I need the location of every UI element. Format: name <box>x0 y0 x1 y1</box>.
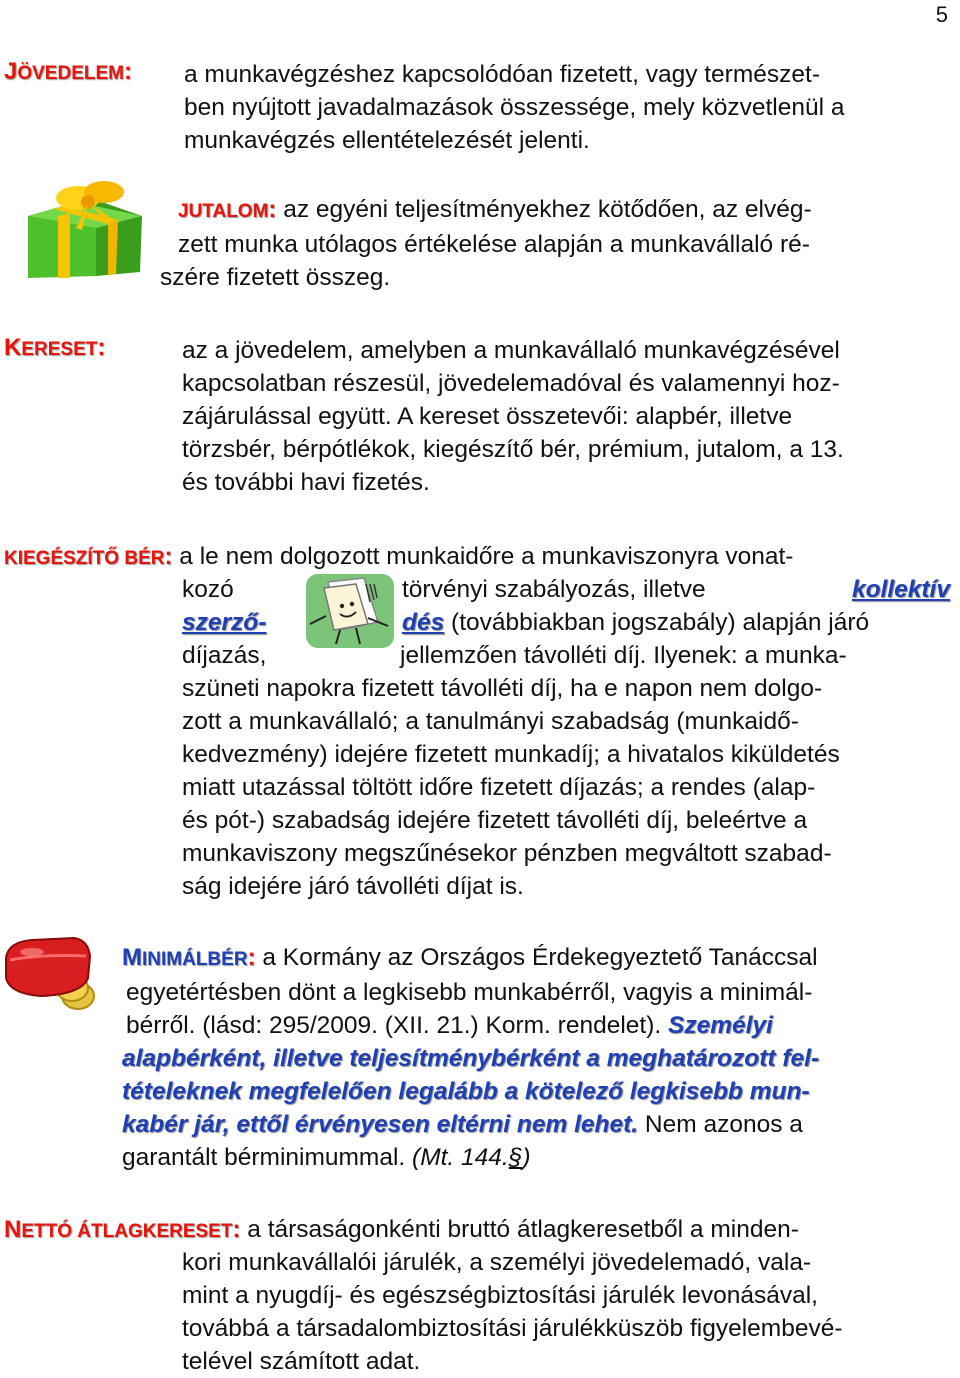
jutalom-def-line1: az egyéni teljesítményekhez kötődően, az elvég- <box>283 196 812 223</box>
page-number: 5 <box>935 2 948 27</box>
netto-line1: NETTÓ ÁTLAGKERESET: a társaságonkénti bruttó átlagkeresetből a minden- <box>4 1216 799 1243</box>
kollektiv-link[interactable]: kollektív <box>851 576 950 603</box>
kiegeszito-term: KIEGÉSZÍTŐ BÉR: <box>4 543 173 570</box>
kereset-term: KERESET: <box>4 334 106 361</box>
gift-box-icon <box>18 176 150 293</box>
jutalom-section <box>160 193 950 294</box>
mt-paragraph-link[interactable]: § <box>508 1144 523 1171</box>
wallet-coins-icon <box>2 934 106 1025</box>
netto-term: NETTÓ ÁTLAGKERESET: <box>4 1216 241 1243</box>
minimalber-section: MINIMÁLBÉR: a Kormány az Országos Érdekegyeztető Tanáccsal egyetértésben dönt a legkisebb munkabérről, vagyis a minimál- bérről. (lásd: 295/2009. (XII. 21.) Korm. rendelet). Személyi alapbérként, illetve teljesítménybérként a meghatározott fel- tételeknek megfelelően legalább a kötelező legkisebb mun- kabér jár, ettől érvényesen eltérni nem lehet. Nem azonos a garantált bérminimummal. (Mt. 144.§) <box>122 944 820 1171</box>
kiegeszito-wrap: kozó törvényi szabályozás, illetve kollektív szerző- dés (továbbiakban jogszabály) alapján járó díjazás, jellemzően távolléti díj. Ilyenek: a munka- szüneti napokra fizetett távolléti díj, ha e napon nem dolgo- zott a munkavállaló; a tanulmányi szabadság (munkaidő- kedvezmény) idejére fizetett munkadíj; a hivatalos kiküldetés miatt utazással töltött időre fizetett díjazás; a rendes (alap- és pót-) szabadság idejére fizetett távolléti díj, beleértve a munkaviszony megszűnésekor pénzben megváltott szabad- ság idejére járó távolléti díjat is. <box>182 573 950 903</box>
jutalom-def-line2: zett munka utólagos értékelése alapján a munkavállaló ré- <box>178 231 810 258</box>
jutalom-term: JUTALOM: <box>178 196 277 223</box>
netto-definition: kori munkavállalói járulék, a személyi jövedelemadó, vala- mint a nyugdíj- és egészségbiztosítási járulék levonásával, továbbá a társadalombiztosítási járulékküszöb figyelembevé- telével számított adat. <box>182 1249 843 1375</box>
jovedelem-term: JÖVEDELEM: <box>4 58 132 85</box>
folder-character-icon <box>304 572 396 655</box>
kiegeszito-line1: KIEGÉSZÍTŐ BÉR: a le nem dolgozott munkaidőre a munkaviszonyra vonat- <box>4 543 794 570</box>
jutalom-def-line3: szére fizetett összeg. <box>160 264 391 291</box>
minimalber-term: MINIMÁLBÉR: <box>122 944 256 971</box>
jovedelem-definition: a munkavégzéshez kapcsolódóan fizetett, vagy természet- ben nyújtott javadalmazások összessége, mely közvetlenül a munkavégzés ellentételezését jelenti. <box>184 61 845 154</box>
kereset-definition: az a jövedelem, amelyben a munkavállaló munkavégzésével kapcsolatban részesül, jövedelemadóval és valamennyi hoz- zájárulással együtt. A kereset összetevői: alapbér, illetve törzsbér, bérpótlékok, kiegészítő bér, prémium, jutalom, a 13. és további havi fizetés. <box>182 337 844 496</box>
szerzo-link[interactable]: szerző- <box>182 609 267 636</box>
des-link[interactable]: dés <box>402 609 445 636</box>
